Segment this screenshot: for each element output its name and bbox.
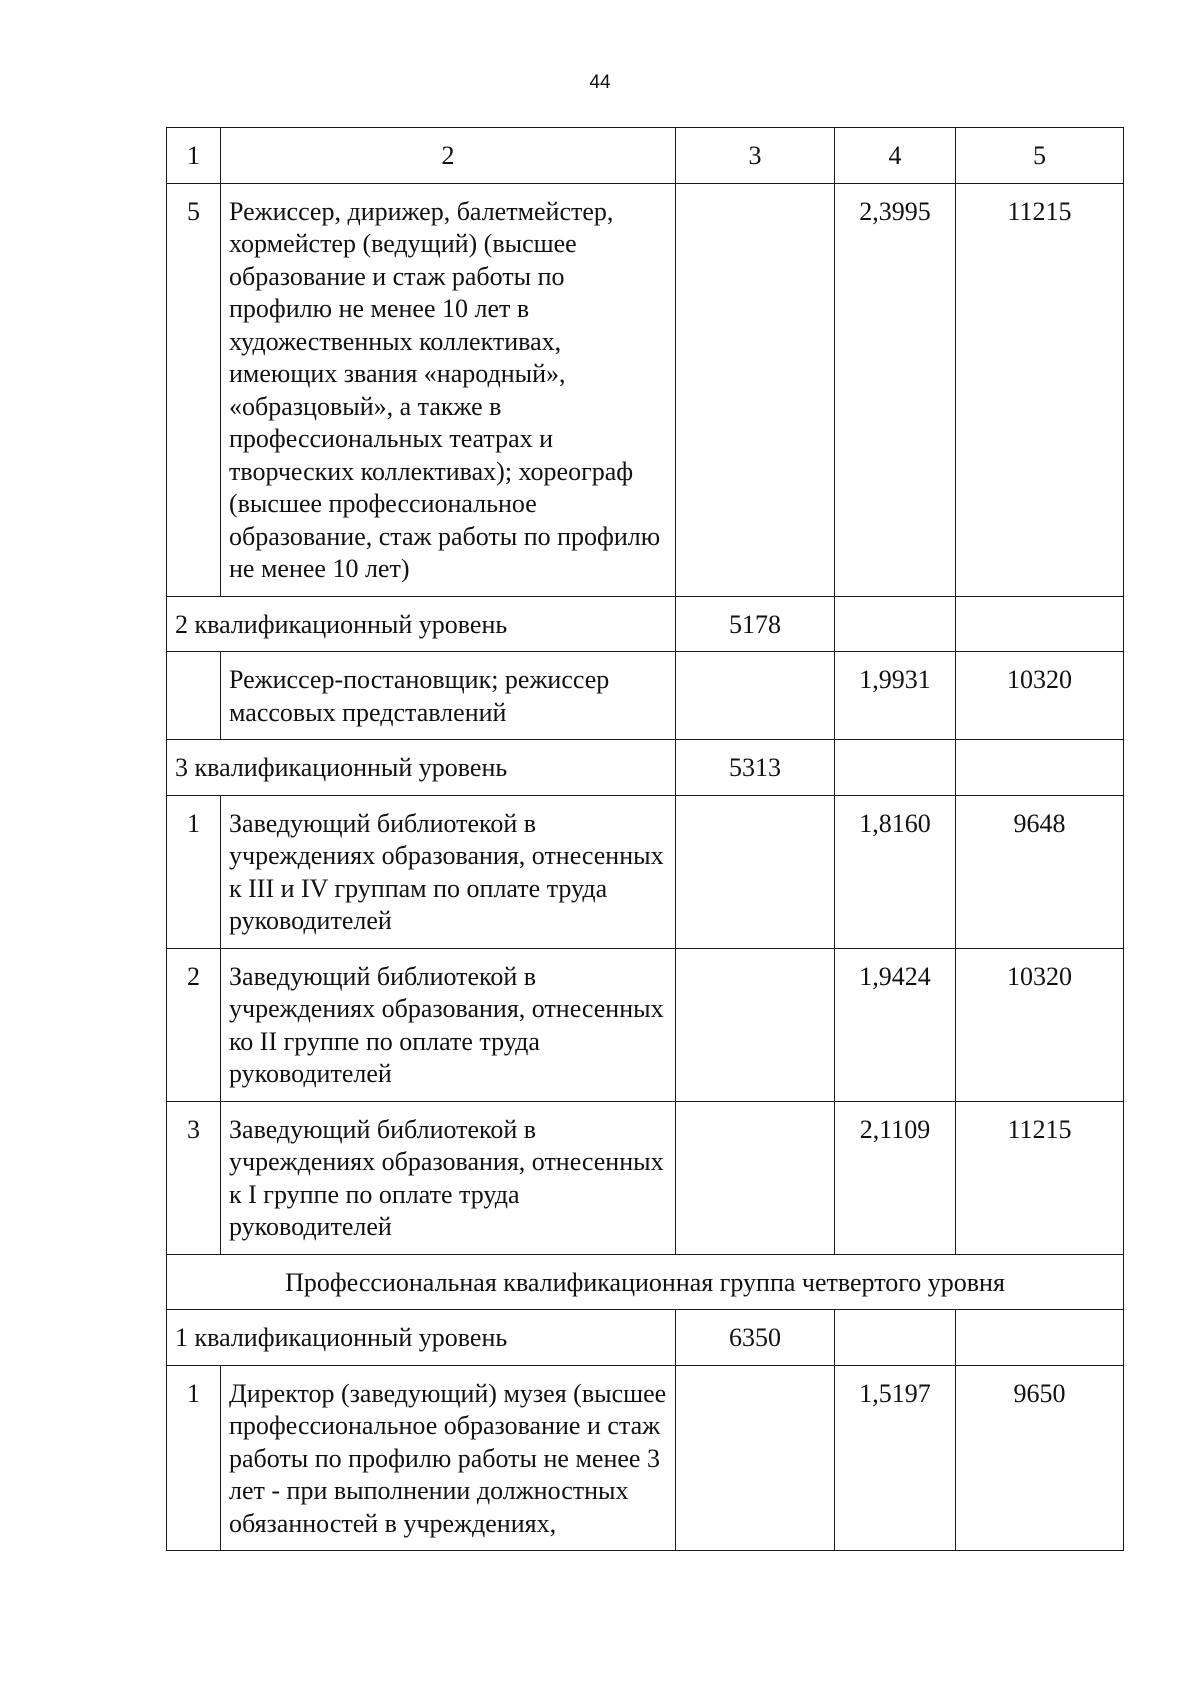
row-number: 1 [167,795,221,948]
position-name: Режиссер-постановщик; режиссер массовых представлений [221,652,676,740]
qualification-level-code: 5178 [676,596,835,652]
empty-cell [956,596,1124,652]
table-row [167,1365,1124,1551]
position-name: Режиссер, дирижер, балетмейстер, хормейстер (ведущий) (высшее образование и стаж работы по профилю не менее 10 лет в художественных коллективах, имеющих звания «народный», «образцовый», а также в профессиональных театрах и творческих коллективах); хореограф (высшее профессиональное образование, стаж работы по профилю не менее 10 лет) [221,183,676,596]
header-col-5: 5 [956,128,1124,184]
coefficient: 1,5197 [835,1365,956,1551]
position-name: Заведующий библиотекой в учреждениях образования, отнесенных к III и IV группам по оплате труда руководителей [221,795,676,948]
position-name: Заведующий библиотекой в учреждениях образования, отнесенных к I группе по оплате труда руководителей [221,1101,676,1254]
position-name: Директор (заведующий) музея (высшее профессиональное образование и стаж работы по профилю работы не менее 3 лет - при выполнении должностных обязанностей в учреждениях, [221,1365,676,1551]
coefficient: 2,3995 [835,183,956,596]
page-number: 44 [589,72,611,93]
qualification-group-title: Профессиональная квалификационная группа четвертого уровня [167,1254,1124,1310]
qualification-level-code: 5313 [676,740,835,796]
table-row [167,948,1124,1101]
salary: 9648 [956,795,1124,948]
salary: 10320 [956,652,1124,740]
qualification-code [676,652,835,740]
table-header-row [167,128,1124,184]
qualification-level-row [167,596,1124,652]
empty-cell [835,596,956,652]
qualification-group-row [167,1254,1124,1310]
qualification-level-row [167,1310,1124,1366]
empty-cell [956,1310,1124,1366]
empty-cell [835,1310,956,1366]
salary-table [166,127,1124,1551]
salary: 9650 [956,1365,1124,1551]
row-number [167,652,221,740]
qualification-code [676,948,835,1101]
qualification-level-label: 1 квалификационный уровень [167,1310,676,1366]
salary: 11215 [956,1101,1124,1254]
row-number: 5 [167,183,221,596]
coefficient: 1,8160 [835,795,956,948]
header-col-2: 2 [221,128,676,184]
table-row [167,652,1124,740]
table-row [167,1101,1124,1254]
row-number: 2 [167,948,221,1101]
header-col-4: 4 [835,128,956,184]
coefficient: 1,9931 [835,652,956,740]
qualification-code [676,1365,835,1551]
coefficient: 2,1109 [835,1101,956,1254]
salary: 11215 [956,183,1124,596]
coefficient: 1,9424 [835,948,956,1101]
qualification-code [676,795,835,948]
empty-cell [956,740,1124,796]
row-number: 1 [167,1365,221,1551]
header-col-3: 3 [676,128,835,184]
qualification-level-row [167,740,1124,796]
table-row [167,183,1124,596]
qualification-level-label: 3 квалификационный уровень [167,740,676,796]
table-row [167,795,1124,948]
empty-cell [835,740,956,796]
header-col-1: 1 [167,128,221,184]
salary: 10320 [956,948,1124,1101]
qualification-code [676,183,835,596]
row-number: 3 [167,1101,221,1254]
qualification-level-code: 6350 [676,1310,835,1366]
position-name: Заведующий библиотекой в учреждениях образования, отнесенных ко II группе по оплате труда руководителей [221,948,676,1101]
qualification-level-label: 2 квалификационный уровень [167,596,676,652]
qualification-code [676,1101,835,1254]
